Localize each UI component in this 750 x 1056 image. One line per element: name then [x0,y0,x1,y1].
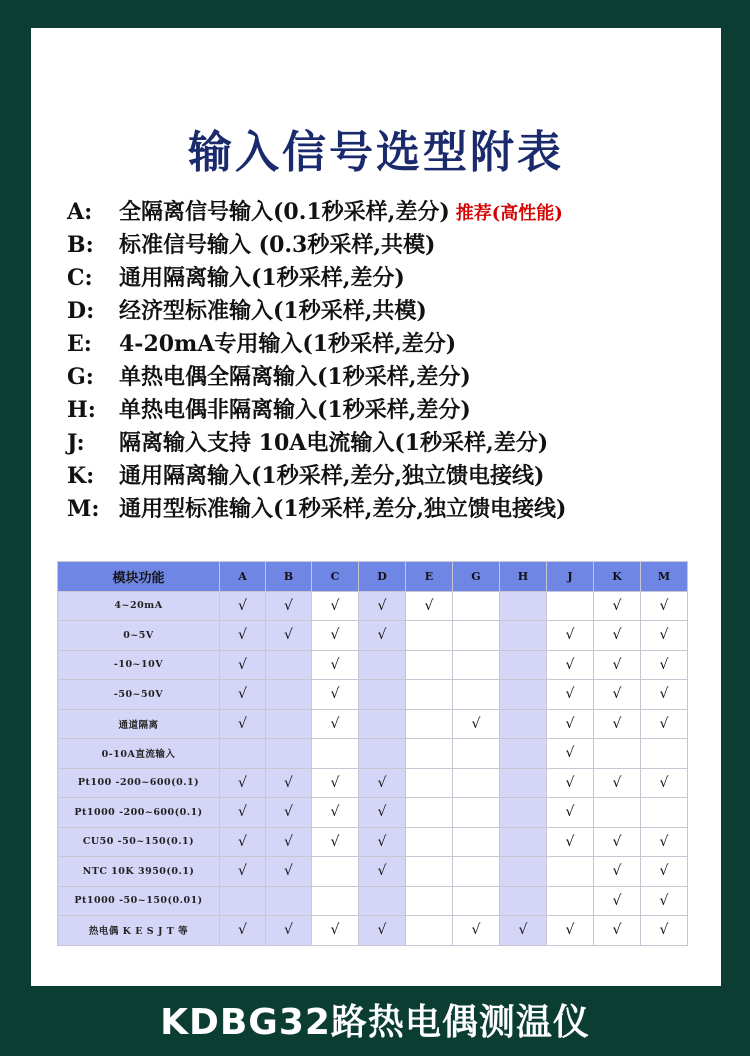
empty-cell [453,680,500,710]
empty-cell [500,709,547,739]
check-mark-cell: √ [594,650,641,680]
option-code: J: [67,430,85,456]
empty-cell [500,650,547,680]
option-text: 单热电偶非隔离输入(1秒采样,差分) [119,397,471,423]
option-text: 单热电偶全隔离输入(1秒采样,差分) [119,364,471,390]
empty-cell [266,650,312,680]
check-mark-cell: √ [641,886,688,916]
row-label: Pt1000 -200~600(0.1) [58,798,220,828]
row-label: 0-10A直流输入 [58,739,220,769]
option-code: A: [67,199,93,225]
check-mark-cell: √ [359,591,406,621]
table-header-col: C [312,562,359,592]
check-mark-cell: √ [312,798,359,828]
empty-cell [359,680,406,710]
table-header-function: 模块功能 [58,562,220,592]
check-mark-cell: √ [641,827,688,857]
empty-cell [220,886,266,916]
option-code: G: [67,364,94,390]
check-mark-cell: √ [359,827,406,857]
row-label: -10~10V [58,650,220,680]
option-item [67,427,717,460]
option-item [67,229,717,262]
empty-cell [500,621,547,651]
empty-cell [359,739,406,769]
recommend-note: 推荐(高性能) [455,203,563,224]
option-code: D: [67,298,95,324]
empty-cell [453,621,500,651]
option-item [67,361,717,394]
check-mark-cell: √ [220,621,266,651]
empty-cell [500,857,547,887]
empty-cell [594,739,641,769]
option-item [67,493,717,526]
empty-cell [453,768,500,798]
row-label: 热电偶 K E S J T 等 [58,916,220,946]
empty-cell [266,886,312,916]
table-row [58,709,688,739]
check-mark-cell: √ [594,916,641,946]
option-code: H: [67,397,96,423]
row-label: -50~50V [58,680,220,710]
empty-cell [359,886,406,916]
empty-cell [312,857,359,887]
option-code: E: [67,331,92,357]
table-row [58,886,688,916]
empty-cell [500,680,547,710]
option-text: 全隔离信号输入(0.1秒采样,差分) [119,199,450,225]
table-row [58,857,688,887]
check-mark-cell: √ [220,650,266,680]
option-text: 标准信号输入 (0.3秒采样,共模) [119,232,436,258]
empty-cell [500,768,547,798]
option-item [67,328,717,361]
empty-cell [500,739,547,769]
empty-cell [547,886,594,916]
check-mark-cell: √ [220,798,266,828]
check-mark-cell: √ [641,709,688,739]
check-mark-cell: √ [594,709,641,739]
option-text: 通用型标准输入(1秒采样,差分,独立馈电接线) [119,496,567,522]
option-code: C: [67,265,93,291]
option-item [67,460,717,493]
option-text: 通用隔离输入(1秒采样,差分) [119,265,405,291]
check-mark-cell: √ [641,916,688,946]
check-mark-cell: √ [453,916,500,946]
check-mark-cell: √ [220,680,266,710]
empty-cell [266,680,312,710]
empty-cell [500,886,547,916]
row-label: NTC 10K 3950(0.1) [58,857,220,887]
selection-table [57,561,688,946]
check-mark-cell: √ [312,680,359,710]
table-header-col: B [266,562,312,592]
check-mark-cell: √ [359,768,406,798]
empty-cell [500,591,547,621]
check-mark-cell: √ [406,591,453,621]
check-mark-cell: √ [359,857,406,887]
option-text: 隔离输入支持 10A电流输入(1秒采样,差分) [119,430,549,456]
product-name: KDBG32路热电偶测温仪 [160,1002,590,1043]
check-mark-cell: √ [220,768,266,798]
table-row [58,768,688,798]
check-mark-cell: √ [312,621,359,651]
check-mark-cell: √ [266,768,312,798]
check-mark-cell: √ [547,680,594,710]
check-mark-cell: √ [220,916,266,946]
check-mark-cell: √ [312,827,359,857]
row-label: 通道隔离 [58,709,220,739]
check-mark-cell: √ [266,798,312,828]
empty-cell [547,857,594,887]
empty-cell [406,739,453,769]
check-mark-cell: √ [312,591,359,621]
check-mark-cell: √ [547,739,594,769]
check-mark-cell: √ [547,768,594,798]
empty-cell [453,650,500,680]
empty-cell [312,886,359,916]
empty-cell [453,739,500,769]
check-mark-cell: √ [359,798,406,828]
table-header-col: G [453,562,500,592]
check-mark-cell: √ [312,768,359,798]
table-row [58,827,688,857]
empty-cell [406,650,453,680]
empty-cell [406,798,453,828]
option-list [67,196,717,526]
empty-cell [453,591,500,621]
empty-cell [594,798,641,828]
option-text: 通用隔离输入(1秒采样,差分,独立馈电接线) [119,463,545,489]
table-row [58,916,688,946]
empty-cell [500,798,547,828]
table-header-col: J [547,562,594,592]
check-mark-cell: √ [641,680,688,710]
check-mark-cell: √ [547,650,594,680]
check-mark-cell: √ [641,857,688,887]
check-mark-cell: √ [220,709,266,739]
table-header-row [58,562,688,592]
option-item [67,295,717,328]
table-header-col: A [220,562,266,592]
table-header-col: E [406,562,453,592]
empty-cell [406,768,453,798]
table-header-col: M [641,562,688,592]
empty-cell [453,798,500,828]
check-mark-cell: √ [220,827,266,857]
table-row [58,798,688,828]
option-code: B: [67,232,94,258]
option-text: 经济型标准输入(1秒采样,共模) [119,298,427,324]
empty-cell [453,886,500,916]
check-mark-cell: √ [220,591,266,621]
table-row [58,739,688,769]
check-mark-cell: √ [547,798,594,828]
empty-cell [406,857,453,887]
check-mark-cell: √ [641,768,688,798]
option-code: M: [67,496,100,522]
check-mark-cell: √ [594,827,641,857]
check-mark-cell: √ [312,916,359,946]
empty-cell [453,857,500,887]
table-row [58,621,688,651]
empty-cell [500,827,547,857]
empty-cell [641,798,688,828]
option-item [67,394,717,427]
option-item [67,262,717,295]
check-mark-cell: √ [547,827,594,857]
empty-cell [359,650,406,680]
empty-cell [406,680,453,710]
table-header-col: H [500,562,547,592]
row-label: Pt1000 -50~150(0.01) [58,886,220,916]
check-mark-cell: √ [266,857,312,887]
row-label: Pt100 -200~600(0.1) [58,768,220,798]
empty-cell [406,886,453,916]
check-mark-cell: √ [312,709,359,739]
check-mark-cell: √ [359,916,406,946]
check-mark-cell: √ [266,621,312,651]
empty-cell [406,621,453,651]
content-card [31,28,721,986]
table-header-col: D [359,562,406,592]
check-mark-cell: √ [266,827,312,857]
check-mark-cell: √ [641,621,688,651]
option-item [67,196,717,229]
empty-cell [641,739,688,769]
empty-cell [406,827,453,857]
table-row [58,591,688,621]
option-code: K: [67,463,95,489]
check-mark-cell: √ [312,650,359,680]
check-mark-cell: √ [547,709,594,739]
empty-cell [266,709,312,739]
row-label: CU50 -50~150(0.1) [58,827,220,857]
table-row [58,680,688,710]
check-mark-cell: √ [594,591,641,621]
empty-cell [406,916,453,946]
empty-cell [220,739,266,769]
check-mark-cell: √ [547,621,594,651]
row-label: 0~5V [58,621,220,651]
empty-cell [266,739,312,769]
check-mark-cell: √ [266,591,312,621]
check-mark-cell: √ [594,768,641,798]
check-mark-cell: √ [641,591,688,621]
table-body [58,591,688,945]
check-mark-cell: √ [500,916,547,946]
check-mark-cell: √ [266,916,312,946]
check-mark-cell: √ [594,857,641,887]
empty-cell [453,827,500,857]
check-mark-cell: √ [453,709,500,739]
row-label: 4~20mA [58,591,220,621]
empty-cell [359,709,406,739]
empty-cell [312,739,359,769]
check-mark-cell: √ [220,857,266,887]
empty-cell [406,709,453,739]
check-mark-cell: √ [594,680,641,710]
check-mark-cell: √ [641,650,688,680]
check-mark-cell: √ [594,621,641,651]
page-title: 输入信号选型附表 [188,127,564,178]
option-text: 4-20mA专用输入(1秒采样,差分) [119,331,457,357]
check-mark-cell: √ [594,886,641,916]
check-mark-cell: √ [547,916,594,946]
table-row [58,650,688,680]
check-mark-cell: √ [359,621,406,651]
table-header-col: K [594,562,641,592]
empty-cell [547,591,594,621]
